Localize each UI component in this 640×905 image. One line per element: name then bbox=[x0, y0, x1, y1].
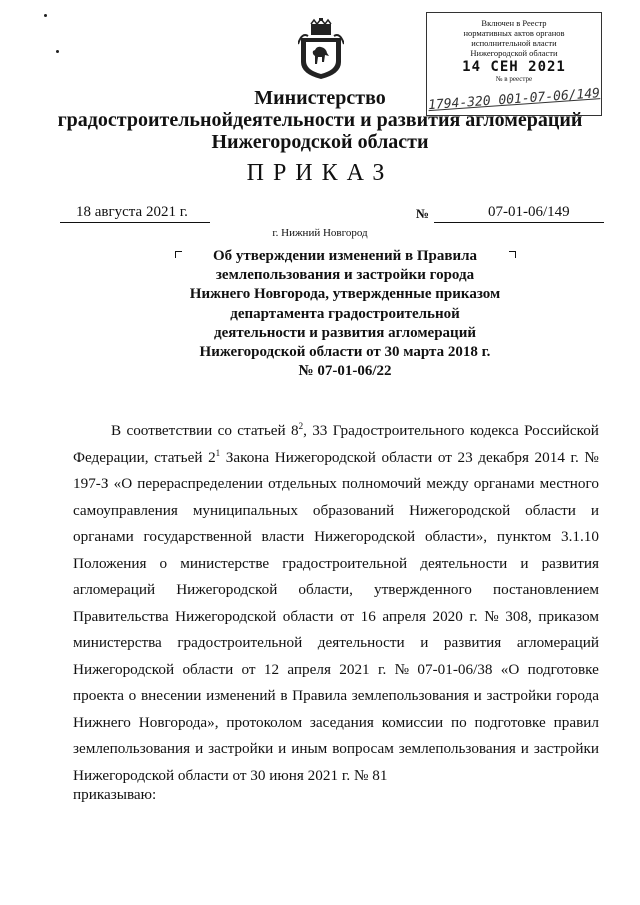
body-word: развития bbox=[541, 554, 599, 572]
ministry-title-line-1: Министерство bbox=[254, 87, 386, 109]
body-word: внесении bbox=[140, 687, 202, 704]
body-word: деятельности bbox=[317, 634, 405, 651]
ministry-title-line-3: Нижегородской области bbox=[211, 131, 429, 153]
body-word: декабря bbox=[478, 448, 529, 466]
order-subject bbox=[160, 247, 530, 381]
body-word: застройки bbox=[533, 740, 599, 757]
body-word: от bbox=[437, 448, 452, 466]
body-word: министерстве bbox=[180, 554, 270, 572]
body-word: 2021 bbox=[339, 660, 370, 678]
body-word: г. bbox=[570, 448, 579, 466]
body-word: и bbox=[590, 501, 599, 519]
body-word: апреля bbox=[382, 607, 426, 625]
body-word: деятельности bbox=[420, 554, 508, 572]
body-word: 33 bbox=[312, 422, 328, 439]
order-number: 07-01-06/149 bbox=[488, 204, 570, 220]
number-underline bbox=[434, 222, 604, 223]
body-word: землепользования bbox=[351, 687, 469, 704]
body-line bbox=[73, 524, 599, 551]
body-word: органами bbox=[73, 528, 134, 545]
body-word: г. bbox=[377, 660, 387, 678]
body-word: пунктом bbox=[496, 528, 552, 545]
stamp-line: Включен в Реестр bbox=[481, 18, 547, 28]
body-word: 2014 bbox=[534, 448, 565, 466]
body-word: развития bbox=[443, 634, 502, 651]
body-word: статьей bbox=[154, 448, 203, 466]
body-word: самоуправления bbox=[73, 501, 178, 519]
body-word: муниципальных bbox=[192, 501, 298, 519]
body-word: власти bbox=[261, 528, 305, 545]
stamp-line: исполнительной власти bbox=[471, 38, 557, 48]
order-closing: приказываю: bbox=[73, 786, 157, 803]
body-word: № bbox=[584, 448, 599, 466]
body-word: Закона bbox=[225, 448, 270, 466]
body-word: между bbox=[426, 475, 469, 492]
body-word: со bbox=[217, 422, 232, 439]
body-word: комиссии bbox=[381, 713, 444, 731]
body-word: 3.1.10 bbox=[561, 528, 599, 545]
body-word: от bbox=[340, 607, 355, 625]
body-word: «О bbox=[113, 475, 133, 492]
body-word: государственной bbox=[143, 528, 252, 545]
body-word: подготовке bbox=[474, 713, 546, 731]
body-word: приказом bbox=[538, 607, 599, 625]
body-word: градостроительной bbox=[282, 554, 408, 572]
number-sign: № bbox=[416, 206, 430, 221]
body-word: заседания bbox=[309, 713, 374, 731]
body-word: области, bbox=[298, 581, 353, 598]
stamp-line: нормативных актов органов bbox=[463, 28, 565, 38]
body-word: вопросам bbox=[332, 740, 394, 757]
body-word: и bbox=[278, 740, 287, 757]
body-word: о bbox=[159, 554, 168, 572]
order-date: 18 августа 2021 г. bbox=[76, 204, 188, 220]
body-word: области bbox=[282, 607, 334, 625]
body-word: области bbox=[381, 448, 433, 466]
body-word: постановлением bbox=[492, 581, 599, 598]
body-line bbox=[73, 418, 599, 445]
body-word: утвержденного bbox=[374, 581, 472, 598]
body-word: области bbox=[525, 501, 576, 519]
body-word: от bbox=[241, 660, 256, 678]
body-word: и bbox=[520, 554, 529, 572]
body-line bbox=[73, 604, 599, 631]
superscript: 2 bbox=[298, 421, 304, 431]
body-word: градостроительной bbox=[177, 634, 303, 651]
subject-line: Нижегородской области от 30 марта 2018 г. bbox=[199, 344, 491, 361]
body-line bbox=[73, 498, 599, 525]
body-word: и bbox=[520, 740, 529, 757]
body-word: образований bbox=[312, 501, 395, 519]
body-word: города bbox=[556, 687, 599, 704]
body-line bbox=[73, 710, 599, 737]
body-line bbox=[73, 683, 599, 710]
body-word: министерства bbox=[73, 634, 162, 651]
body-line bbox=[73, 445, 599, 472]
body-word: 23 bbox=[457, 448, 473, 466]
body-word: местного bbox=[539, 475, 599, 492]
body-word: Нижнего bbox=[73, 713, 131, 731]
body-word: по bbox=[450, 713, 467, 731]
body-word: полномочий bbox=[342, 475, 422, 492]
body-word: 197-З bbox=[73, 475, 109, 492]
scan-speck bbox=[56, 50, 59, 53]
body-word: Нижегородской bbox=[409, 501, 511, 519]
stamp-line: Нижегородской области bbox=[470, 48, 558, 58]
body-word: Нижегородской bbox=[175, 607, 277, 625]
subject-line: деятельности и развития агломераций bbox=[213, 324, 476, 341]
body-word: изменений bbox=[206, 687, 276, 704]
subject-line: департамента градостроительной bbox=[230, 305, 460, 322]
body-word: 16 bbox=[360, 607, 376, 625]
body-word: и bbox=[420, 634, 429, 651]
body-word: соответствии bbox=[126, 422, 213, 439]
body-line bbox=[73, 657, 599, 684]
body-word: Нижегородской bbox=[274, 448, 376, 466]
stamp-registry-number: 1794-320 001-07-06/149 bbox=[427, 86, 601, 114]
document-type-heading: ПРИКАЗ bbox=[246, 160, 394, 186]
subject-line: Нижнего Новгорода, утвержденные приказом bbox=[189, 286, 501, 303]
body-line bbox=[73, 736, 599, 763]
body-line bbox=[73, 577, 599, 604]
scan-speck bbox=[44, 14, 47, 17]
body-word: кодекса bbox=[469, 422, 519, 439]
body-word: Российской bbox=[524, 422, 599, 439]
subject-line: землепользования и застройки города bbox=[215, 267, 475, 284]
body-word: Новгорода», bbox=[138, 713, 219, 731]
ministry-title-line-2: градостроительнойдеятельности и развития агломераций bbox=[57, 109, 583, 131]
coat-of-arms-icon bbox=[298, 18, 344, 80]
body-line: Нижегородской области от 30 июня 2021 г. № 81 bbox=[73, 766, 388, 784]
body-word: Нижегородской bbox=[176, 581, 278, 598]
body-word: № bbox=[484, 607, 499, 625]
body-word: подготовке bbox=[527, 660, 599, 678]
body-word: $8^2$, bbox=[290, 421, 307, 439]
body-word: отдельных bbox=[268, 475, 337, 492]
body-word: агломераций bbox=[73, 581, 156, 598]
body-word: в bbox=[280, 687, 288, 704]
body-word: землепользования bbox=[73, 740, 191, 757]
body-word: В bbox=[111, 422, 122, 439]
order-body bbox=[73, 418, 599, 789]
body-word: иным bbox=[291, 740, 328, 757]
date-underline bbox=[60, 222, 210, 223]
body-word: г. bbox=[469, 607, 478, 625]
body-line bbox=[73, 630, 599, 657]
stamp-number-label: № в реестре bbox=[495, 75, 533, 83]
body-line bbox=[73, 471, 599, 498]
body-word: 308, bbox=[505, 607, 532, 625]
body-word: «О bbox=[500, 660, 520, 678]
body-word: Правительства bbox=[73, 607, 169, 625]
body-word: апреля bbox=[287, 660, 331, 678]
body-word: органами bbox=[473, 475, 535, 492]
body-word: 2020 bbox=[432, 607, 463, 625]
body-word: 07-01-06/38 bbox=[417, 660, 493, 678]
subject-line: № 07-01-06/22 bbox=[298, 363, 392, 380]
body-word: статьей bbox=[237, 422, 286, 439]
body-word: землепользования bbox=[398, 740, 516, 757]
body-word: области bbox=[182, 660, 234, 678]
body-word: агломераций bbox=[516, 634, 599, 651]
body-word: протоколом bbox=[226, 713, 303, 731]
body-word: Нижегородской bbox=[73, 660, 175, 678]
body-word: области», bbox=[424, 528, 488, 545]
body-word: и bbox=[473, 687, 482, 704]
body-word: Федерации, bbox=[73, 448, 149, 466]
body-word: застройки bbox=[208, 740, 274, 757]
body-word: правил bbox=[553, 713, 599, 731]
issuing-city: г. Нижний Новгород bbox=[272, 227, 368, 239]
body-word: застройки bbox=[486, 687, 552, 704]
body-word: Нижегородской bbox=[314, 528, 416, 545]
stamp-date: 14 СЕН 2021 bbox=[462, 59, 566, 75]
body-word: и bbox=[195, 740, 204, 757]
body-word: Градостроительного bbox=[332, 422, 465, 439]
body-word: 12 bbox=[263, 660, 280, 678]
body-word: проекта bbox=[73, 687, 124, 704]
body-word: Правила bbox=[292, 687, 348, 704]
body-word: о bbox=[128, 687, 137, 704]
body-word: Положения bbox=[73, 554, 147, 572]
body-word: $2^1$ bbox=[208, 447, 221, 466]
body-line bbox=[73, 551, 599, 578]
subject-line: Об утверждении изменений в Правила bbox=[212, 248, 478, 264]
body-word: перераспределении bbox=[137, 475, 264, 492]
superscript: 1 bbox=[215, 447, 221, 458]
body-word: № bbox=[394, 660, 410, 678]
